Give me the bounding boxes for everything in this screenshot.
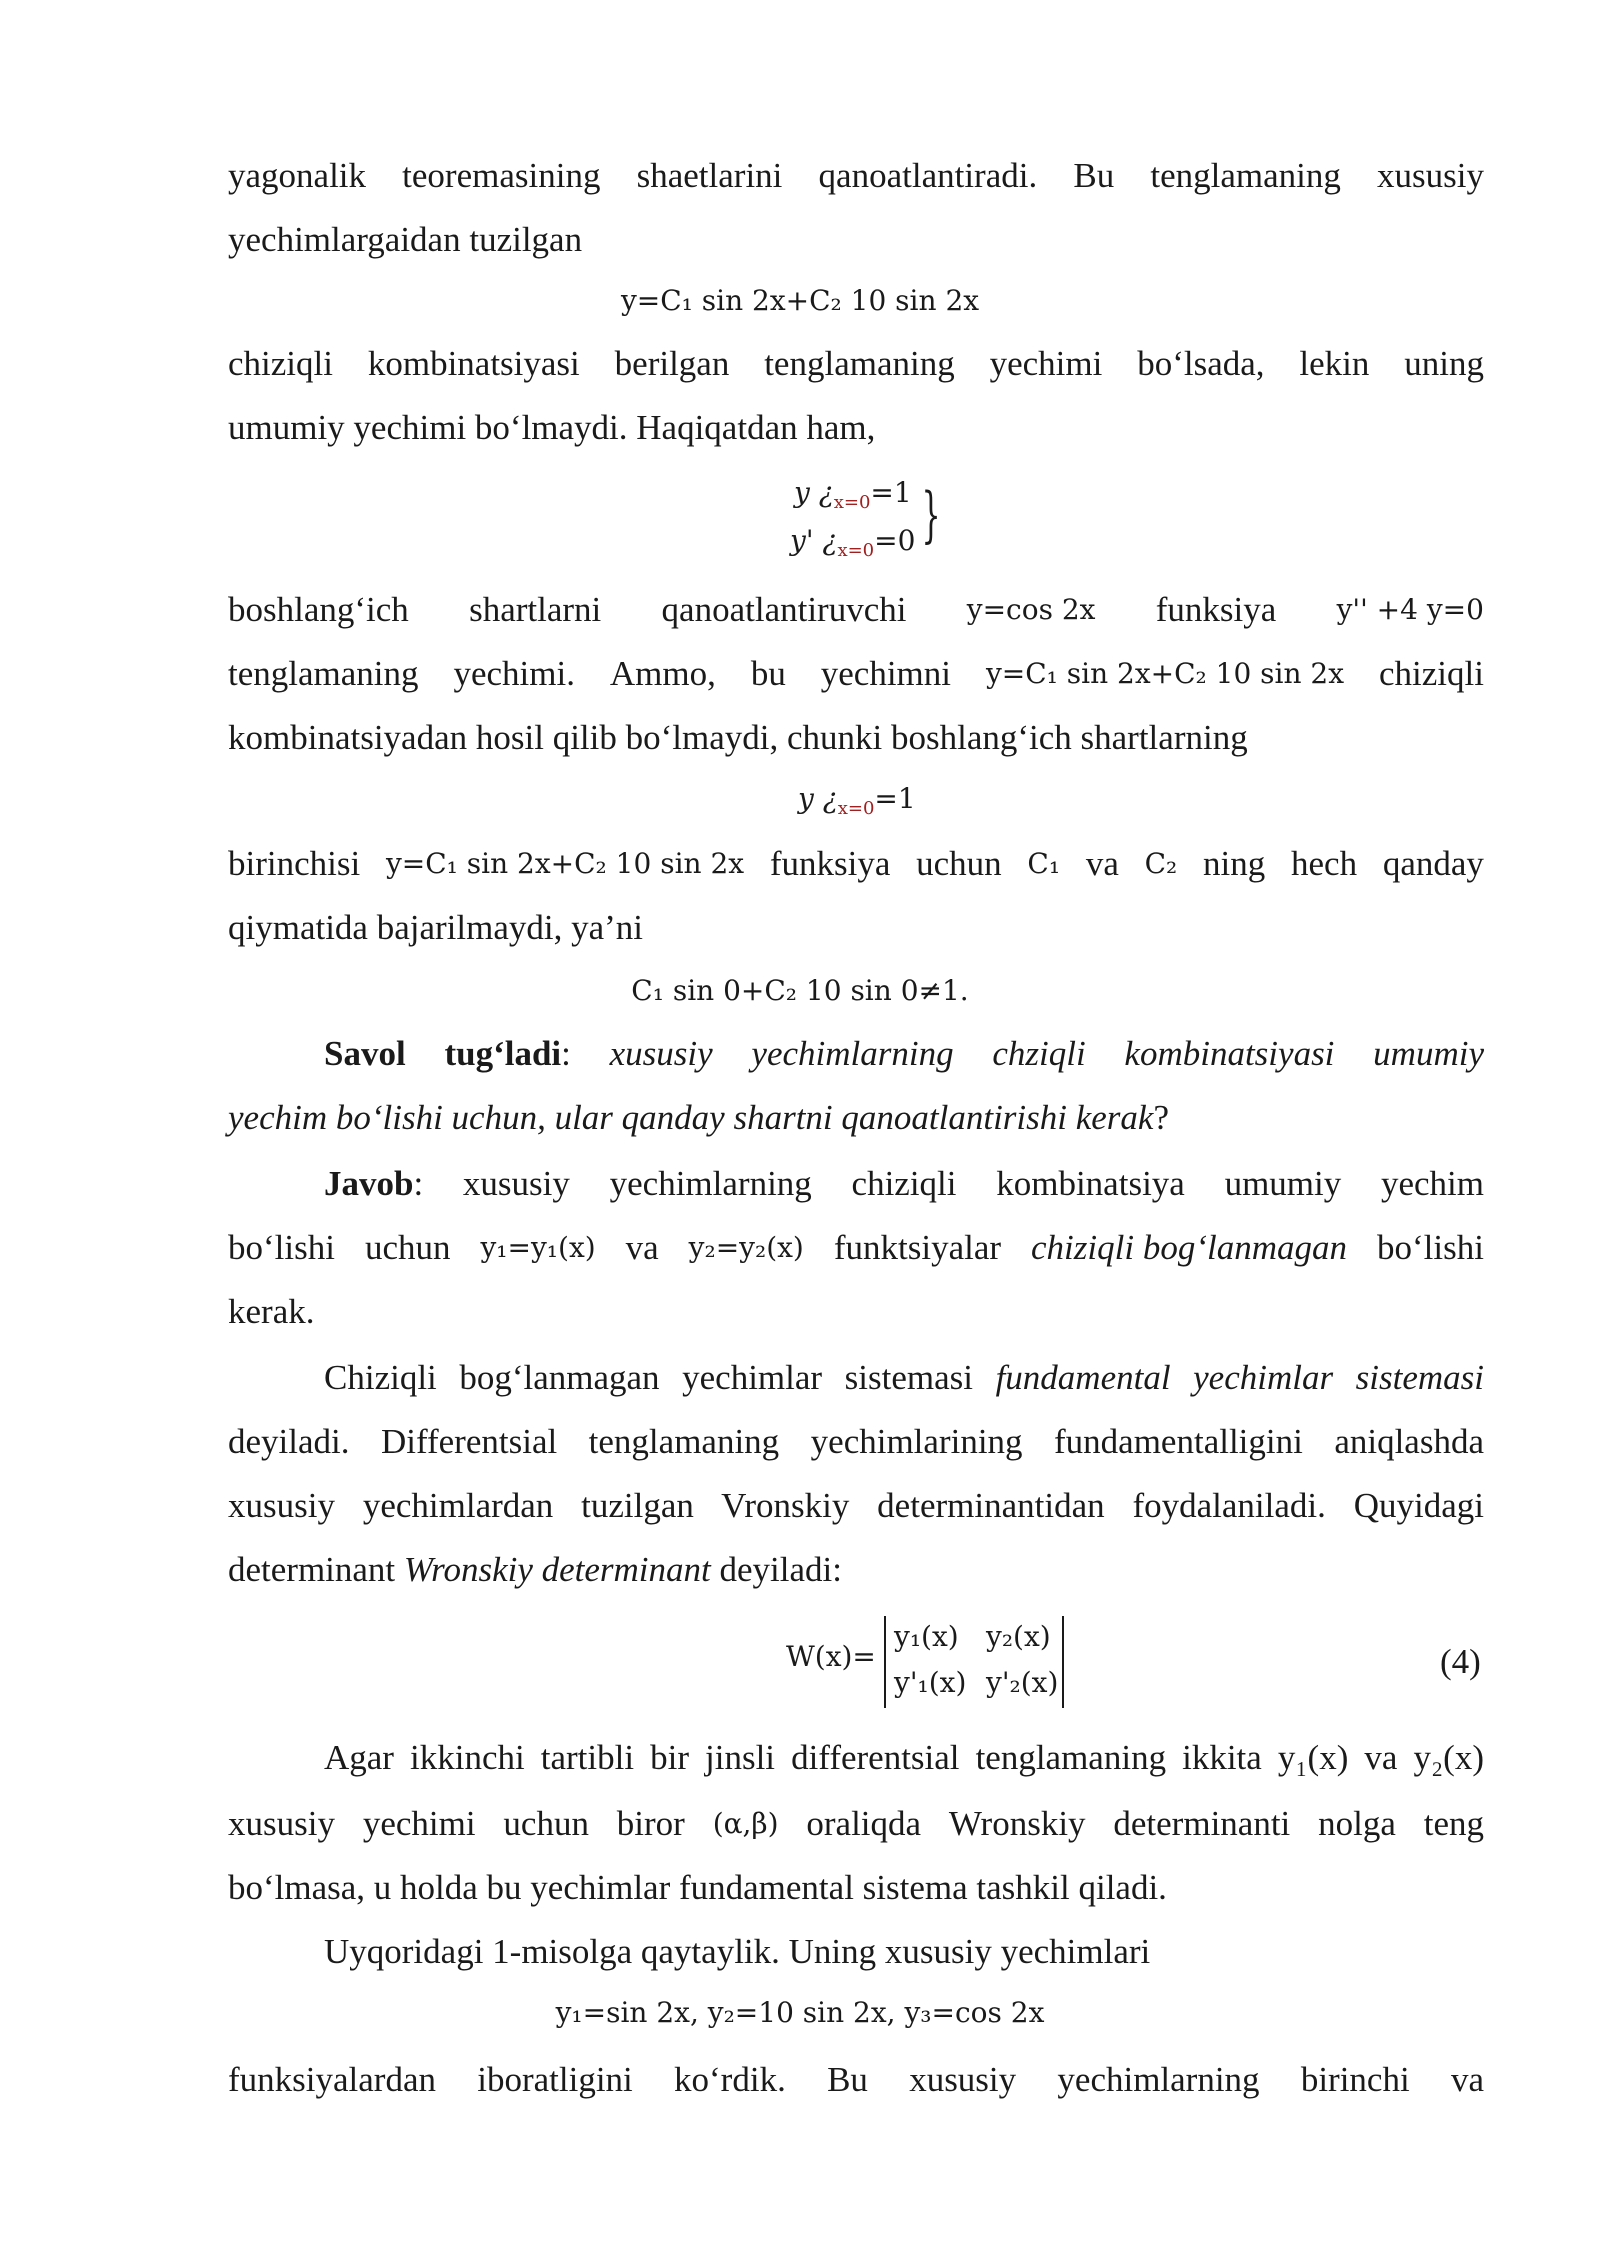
definition-line-3: xususiy yechimlardan tuzilgan Vronskiy determinantidan foydalaniladi. Quyidagi (228, 1486, 1484, 1525)
math-inline: y=C₁ sin 2x+C₂ 10 sin 2x (385, 847, 745, 880)
math-inline: y₂=y₂(x) (688, 1231, 804, 1264)
cond2-rhs: =0 (874, 524, 916, 557)
paragraph-line-7: kombinatsiyadan hosil qilib bo‘lmaydi, chunki boshlang‘ich shartlarning (228, 718, 1248, 757)
paragraph-line-8 (228, 842, 1484, 886)
word: Bu (827, 2060, 868, 2099)
word: uchun (364, 1228, 451, 1267)
word: shartlarni (469, 590, 602, 629)
right-brace: } (921, 480, 941, 550)
cond-rhs: =1 (874, 782, 916, 815)
word: nolga (1318, 1804, 1396, 1843)
math-inline: y=C₁ sin 2x+C₂ 10 sin 2x (985, 657, 1345, 690)
paragraph-line-2: yechimlargaidan tuzilgan (228, 220, 583, 259)
equation-combination: y=C₁ sin 2x+C₂ 10 sin 2x (620, 284, 980, 317)
word: ning (1203, 844, 1266, 883)
word: va (1450, 2060, 1484, 2099)
cond1-lhs: y ¿ (794, 476, 834, 509)
word: funksiya (769, 844, 891, 883)
word: chiziqli (1378, 654, 1484, 693)
word: funktsiyalar (833, 1228, 1002, 1267)
word: va (625, 1228, 659, 1267)
answer-label: Javob (324, 1164, 414, 1203)
definition-term: Wronskiy determinant (403, 1550, 711, 1589)
paragraph-line-1 (228, 154, 1484, 198)
question-text: xususiy yechimlarning chziqli kombinatsiyasi umumiy (609, 1034, 1484, 1073)
word: yechimi. (453, 654, 575, 693)
det-entry-11: y₁(x) (894, 1620, 959, 1653)
equation-solutions: y₁=sin 2x, y₂=10 sin 2x, y₃=cos 2x (555, 1996, 1045, 2029)
definition-text: Chiziqli bog‘lanmagan yechimlar sistemasi (324, 1358, 996, 1397)
word: tenglamaning (228, 654, 419, 693)
word: bo‘lishi (228, 1228, 335, 1267)
wronskian-lhs: W(x)= (786, 1640, 876, 1673)
word: ko‘rdik. (674, 2060, 786, 2099)
definition-line-4 (228, 1548, 1484, 1592)
cond-sub: x=0 (837, 798, 875, 819)
answer-text: : xususiy yechimlarning chiziqli kombinatsiya umumiy yechim (413, 1164, 1484, 1203)
word: birinchi (1300, 2060, 1410, 2099)
paragraph-line-9: qiymatida bajarilmaydi, ya’ni (228, 908, 644, 947)
question-mark: ? (1153, 1098, 1170, 1137)
answer-line-3: kerak. (228, 1292, 315, 1331)
math-inline: (α,β) (712, 1807, 779, 1840)
condition-equation (798, 782, 916, 819)
word: funksiyalardan (228, 2060, 436, 2099)
equation-inequality: C₁ sin 0+C₂ 10 sin 0≠1. (631, 974, 969, 1007)
word: yechimni (820, 654, 951, 693)
word: va (1085, 844, 1119, 883)
example-line-2 (228, 2058, 1484, 2102)
word: Ammo, (609, 654, 716, 693)
question-text-2: yechim bo‘lishi uchun, ular qanday shartni qanoatlantirishi kerak (228, 1098, 1154, 1137)
det-entry-22: y'₂(x) (986, 1666, 1059, 1699)
det-entry-12: y₂(x) (986, 1620, 1051, 1653)
math-inline: y'' +4 y=0 (1336, 593, 1484, 626)
question-line-2 (228, 1096, 1484, 1140)
question-line-1 (324, 1032, 1484, 1076)
cond1-sub: x=0 (833, 492, 871, 513)
initial-condition-1 (794, 476, 912, 513)
initial-condition-2 (790, 524, 915, 561)
word: funksiya (1155, 590, 1277, 629)
word: xususiy (228, 1804, 335, 1843)
paragraph-line-5 (228, 588, 1484, 632)
word: qanday (1382, 844, 1484, 883)
word: oraliqda (806, 1804, 922, 1843)
word: determinanti (1113, 1804, 1291, 1843)
word: Wronskiy (948, 1804, 1086, 1843)
answer-line-1 (324, 1162, 1484, 1206)
word: bo‘lishi (1376, 1228, 1484, 1267)
definition-line-2: deyiladi. Differentsial tenglamaning yechimlarining fundamentalligini aniqlashda (228, 1422, 1484, 1461)
paragraph-line-3: chiziqli kombinatsiyasi berilgan tenglamaning yechimi bo‘lsada, lekin uning (228, 344, 1484, 383)
equation-number: (4) (1440, 1642, 1481, 1681)
math-inline: C₁ (1027, 847, 1061, 880)
word: uchun (916, 844, 1002, 883)
definition-end: deyiladi: (710, 1550, 842, 1589)
word: iboratligini (477, 2060, 633, 2099)
word: boshlang‘ich (228, 590, 409, 629)
word: qanoatlantiruvchi (661, 590, 907, 629)
cond2-sub: x=0 (837, 540, 875, 561)
cond1-rhs: =1 (870, 476, 912, 509)
paragraph-line-6 (228, 652, 1484, 696)
word: hech (1291, 844, 1358, 883)
math-inline: y₁=y₁(x) (480, 1231, 596, 1264)
cond-lhs: y ¿ (798, 782, 838, 815)
example-line-1: Uyqoridagi 1-misolga qaytaylik. Uning xususiy yechimlari (324, 1932, 1151, 1971)
math-inline: y=cos 2x (966, 593, 1096, 626)
answer-line-2 (228, 1226, 1484, 1270)
word: birinchisi (228, 844, 361, 883)
word: bu (750, 654, 786, 693)
theorem-line-3: bo‘lmasa, u holda bu yechimlar fundamental sistema tashkil qiladi. (228, 1868, 1167, 1907)
theorem-line-1: Agar ikkinchi tartibli bir jinsli differentsial tenglamaning ikkita y₁(x) va y₂(x) (324, 1738, 1484, 1777)
cond2-lhs: y' ¿ (790, 524, 838, 557)
definition-line-1 (324, 1356, 1484, 1400)
word: teng (1423, 1804, 1484, 1843)
question-label: Savol tug‘ladi (324, 1034, 562, 1073)
question-colon: : (561, 1034, 610, 1073)
word: xususiy (909, 2060, 1017, 2099)
theorem-line-2 (228, 1802, 1484, 1846)
word: yechimi (362, 1804, 476, 1843)
det-entry-21: y'₁(x) (894, 1666, 967, 1699)
definition-term: fundamental yechimlar sistemasi (995, 1358, 1484, 1397)
word: yechimlarning (1057, 2060, 1260, 2099)
word: uchun (503, 1804, 589, 1843)
definition-text: determinant (228, 1550, 404, 1589)
text-line: yagonalik teoremasining shaetlarini qanoatlantiradi. Bu tenglamaning xususiy (228, 156, 1484, 195)
word: biror (616, 1804, 685, 1843)
math-inline: C₂ (1144, 847, 1178, 880)
word-italic: chiziqli bog‘lanmagan (1031, 1228, 1347, 1267)
paragraph-line-4: umumiy yechimi bo‘lmaydi. Haqiqatdan ham, (228, 408, 876, 447)
